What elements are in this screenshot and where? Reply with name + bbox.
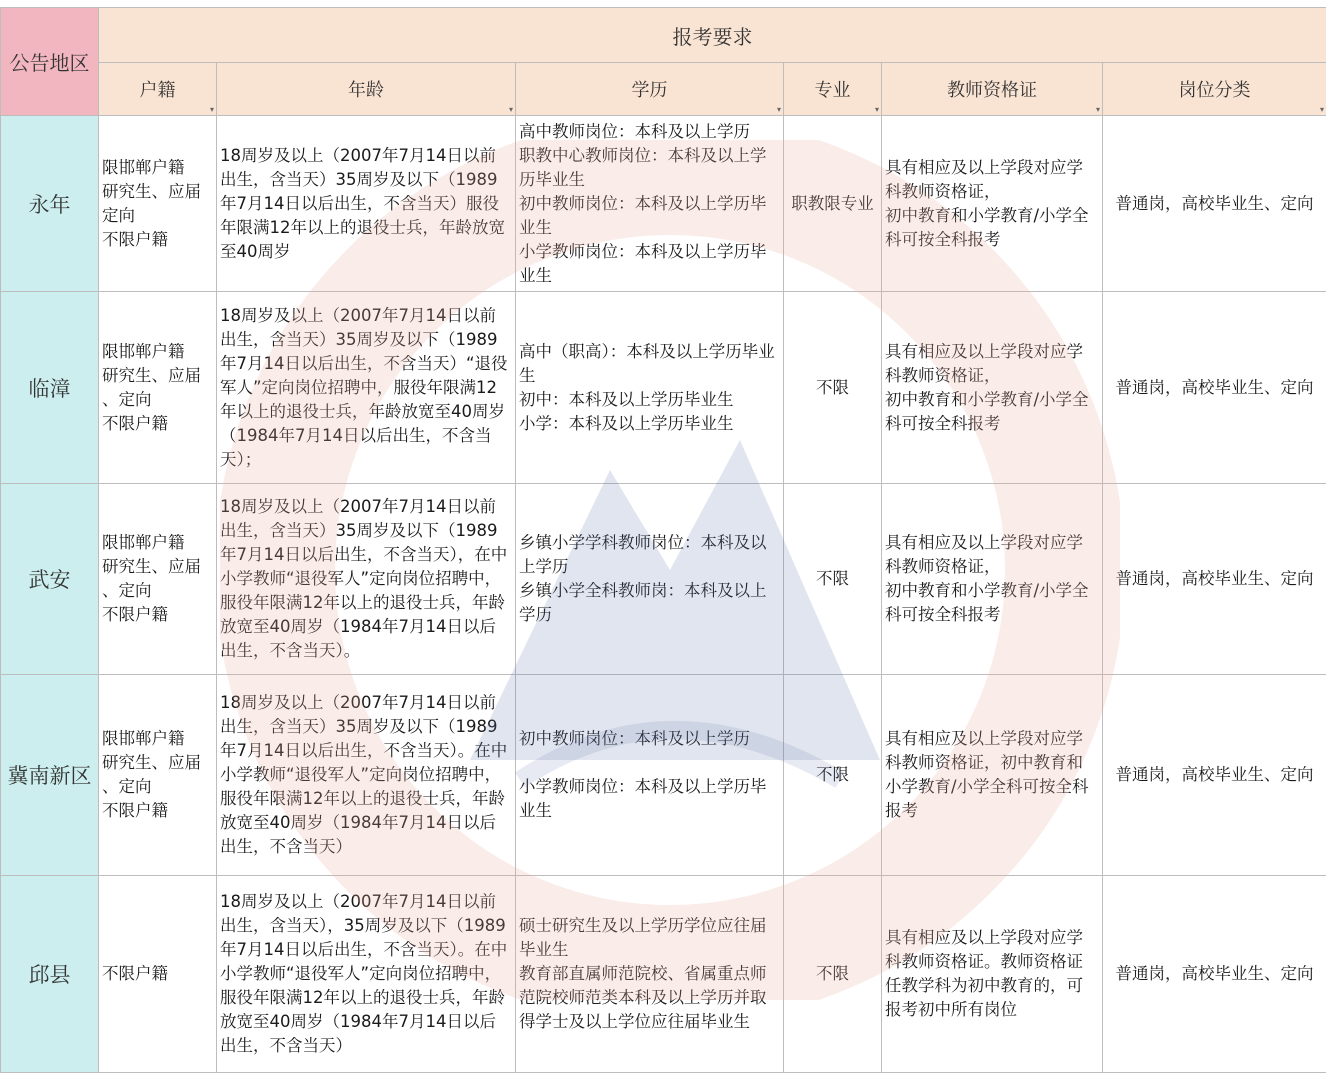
huji-cell[interactable]: 限邯郸户籍 研究生、应届 、定向 不限户籍 bbox=[99, 484, 217, 675]
region-cell[interactable]: 冀南新区 bbox=[1, 675, 99, 876]
certificate-cell[interactable]: 具有相应及以上学段对应学科教师资格证，初中教育和小学教育/小学全科可按全科报考 bbox=[882, 675, 1103, 876]
column-header-label: 学历 bbox=[631, 80, 668, 101]
certificate-cell[interactable]: 具有相应及以上学段对应学科教师资格证， 初中教育和小学教育/小学全科可按全科报考 bbox=[882, 292, 1103, 484]
column-header-label: 教师资格证 bbox=[947, 80, 1037, 101]
major-cell[interactable]: 不限 bbox=[784, 675, 882, 876]
huji-cell[interactable]: 限邯郸户籍 研究生、应届 、定向 不限户籍 bbox=[99, 675, 217, 876]
requirements-group-header[interactable]: 报考要求 bbox=[99, 8, 1326, 63]
huji-cell[interactable]: 限邯郸户籍 研究生、应届 定向 不限户籍 bbox=[99, 116, 217, 292]
column-header-age[interactable] bbox=[217, 63, 516, 116]
column-header-huji[interactable] bbox=[99, 63, 217, 116]
certificate-cell[interactable]: 具有相应及以上学段对应学科教师资格证。教师资格证任教学科为初中教育的，可报考初中所有岗位 bbox=[882, 876, 1103, 1073]
major-cell[interactable]: 职教限专业 bbox=[784, 116, 882, 292]
age-cell[interactable]: 18周岁及以上（2007年7月14日以前出生，含当天）35周岁及以下（1989年7月14日以后出生，不含当天）“退役军人”定向岗位招聘中，服役年限满12年以上的退役士兵，年龄放宽至40周岁（1984年7月14日以后出生，不含当天）； bbox=[217, 292, 516, 484]
age-cell[interactable]: 18周岁及以上（2007年7月14日以前出生，含当天）35周岁及以下（1989年7月14日以后出生，不含当天），在中小学教师“退役军人”定向岗位招聘中，服役年限满12年以上的退役士兵，年龄放宽至40周岁（1984年7月14日以后出生，不含当天）。 bbox=[217, 484, 516, 675]
major-cell[interactable]: 不限 bbox=[784, 484, 882, 675]
education-cell[interactable]: 硕士研究生及以上学历学位应往届毕业生 教育部直属师范院校、省属重点师范院校师范类本科及以上学历并取得学士及以上学位应往届毕业生 bbox=[516, 876, 784, 1073]
category-cell[interactable]: 普通岗，高校毕业生、定向 bbox=[1103, 876, 1326, 1073]
filter-dropdown-icon[interactable]: ▾ bbox=[874, 105, 879, 114]
region-cell[interactable]: 邱县 bbox=[1, 876, 99, 1073]
table-row bbox=[1, 484, 1326, 675]
header-row-top bbox=[1, 8, 1326, 63]
requirements-sheet bbox=[0, 7, 1326, 1074]
column-header-certificate[interactable] bbox=[882, 63, 1103, 116]
table-row bbox=[1, 876, 1326, 1073]
table-row bbox=[1, 116, 1326, 292]
education-cell[interactable]: 初中教师岗位：本科及以上学历 小学教师岗位：本科及以上学历毕业生 bbox=[516, 675, 784, 876]
column-header-label: 年龄 bbox=[348, 80, 384, 101]
column-header-category[interactable] bbox=[1103, 63, 1326, 116]
header-row-columns bbox=[1, 63, 1326, 116]
region-header[interactable]: 公告地区 bbox=[1, 8, 99, 116]
major-cell[interactable]: 不限 bbox=[784, 292, 882, 484]
category-cell[interactable]: 普通岗，高校毕业生、定向 bbox=[1103, 675, 1326, 876]
huji-cell[interactable]: 不限户籍 bbox=[99, 876, 217, 1073]
education-cell[interactable]: 高中（职高）：本科及以上学历毕业生 初中：本科及以上学历毕业生 小学：本科及以上学历毕业生 bbox=[516, 292, 784, 484]
age-cell[interactable]: 18周岁及以上（2007年7月14日以前出生，含当天），35周岁及以下（1989年7月14日以后出生，不含当天）。在中小学教师“退役军人”定向岗位招聘中，服役年限满12年以上的退役士兵，年龄放宽至40周岁（1984年7月14日以后出生，不含当天） bbox=[217, 876, 516, 1073]
category-cell[interactable]: 普通岗，高校毕业生、定向 bbox=[1103, 116, 1326, 292]
column-header-major[interactable] bbox=[784, 63, 882, 116]
category-cell[interactable]: 普通岗，高校毕业生、定向 bbox=[1103, 292, 1326, 484]
category-cell[interactable]: 普通岗，高校毕业生、定向 bbox=[1103, 484, 1326, 675]
age-cell[interactable]: 18周岁及以上（2007年7月14日以前出生，含当天）35周岁及以下（1989年7月14日以后出生，不含当天）。在中小学教师“退役军人”定向岗位招聘中，服役年限满12年以上的退役士兵，年龄放宽至40周岁（1984年7月14日以后出生，不含当天） bbox=[217, 675, 516, 876]
column-header-education[interactable] bbox=[516, 63, 784, 116]
education-cell[interactable]: 高中教师岗位：本科及以上学历 职教中心教师岗位：本科及以上学历毕业生 初中教师岗位：本科及以上学历毕业生 小学教师岗位：本科及以上学历毕业生 bbox=[516, 116, 784, 292]
certificate-cell[interactable]: 具有相应及以上学段对应学科教师资格证， 初中教育和小学教育/小学全科可按全科报考 bbox=[882, 116, 1103, 292]
major-cell[interactable]: 不限 bbox=[784, 876, 882, 1073]
filter-dropdown-icon[interactable]: ▾ bbox=[209, 105, 214, 114]
column-header-label: 专业 bbox=[814, 80, 851, 101]
region-cell[interactable]: 永年 bbox=[1, 116, 99, 292]
certificate-cell[interactable]: 具有相应及以上学段对应学科教师资格证， 初中教育和小学教育/小学全科可按全科报考 bbox=[882, 484, 1103, 675]
table-row bbox=[1, 675, 1326, 876]
filter-dropdown-icon[interactable]: ▾ bbox=[1095, 105, 1100, 114]
huji-cell[interactable]: 限邯郸户籍 研究生、应届 、定向 不限户籍 bbox=[99, 292, 217, 484]
table-row bbox=[1, 292, 1326, 484]
filter-dropdown-icon[interactable]: ▾ bbox=[1319, 105, 1324, 114]
filter-dropdown-icon[interactable]: ▾ bbox=[776, 105, 781, 114]
requirements-table bbox=[0, 7, 1326, 1073]
region-cell[interactable]: 临漳 bbox=[1, 292, 99, 484]
column-header-label: 户籍 bbox=[139, 80, 176, 101]
filter-dropdown-icon[interactable]: ▾ bbox=[508, 105, 513, 114]
column-header-label: 岗位分类 bbox=[1178, 80, 1251, 101]
education-cell[interactable]: 乡镇小学学科教师岗位：本科及以上学历 乡镇小学全科教师岗：本科及以上学历 bbox=[516, 484, 784, 675]
region-cell[interactable]: 武安 bbox=[1, 484, 99, 675]
age-cell[interactable]: 18周岁及以上（2007年7月14日以前出生，含当天）35周岁及以下（1989年7月14日以后出生，不含当天）服役年限满12年以上的退役士兵，年龄放宽至40周岁 bbox=[217, 116, 516, 292]
